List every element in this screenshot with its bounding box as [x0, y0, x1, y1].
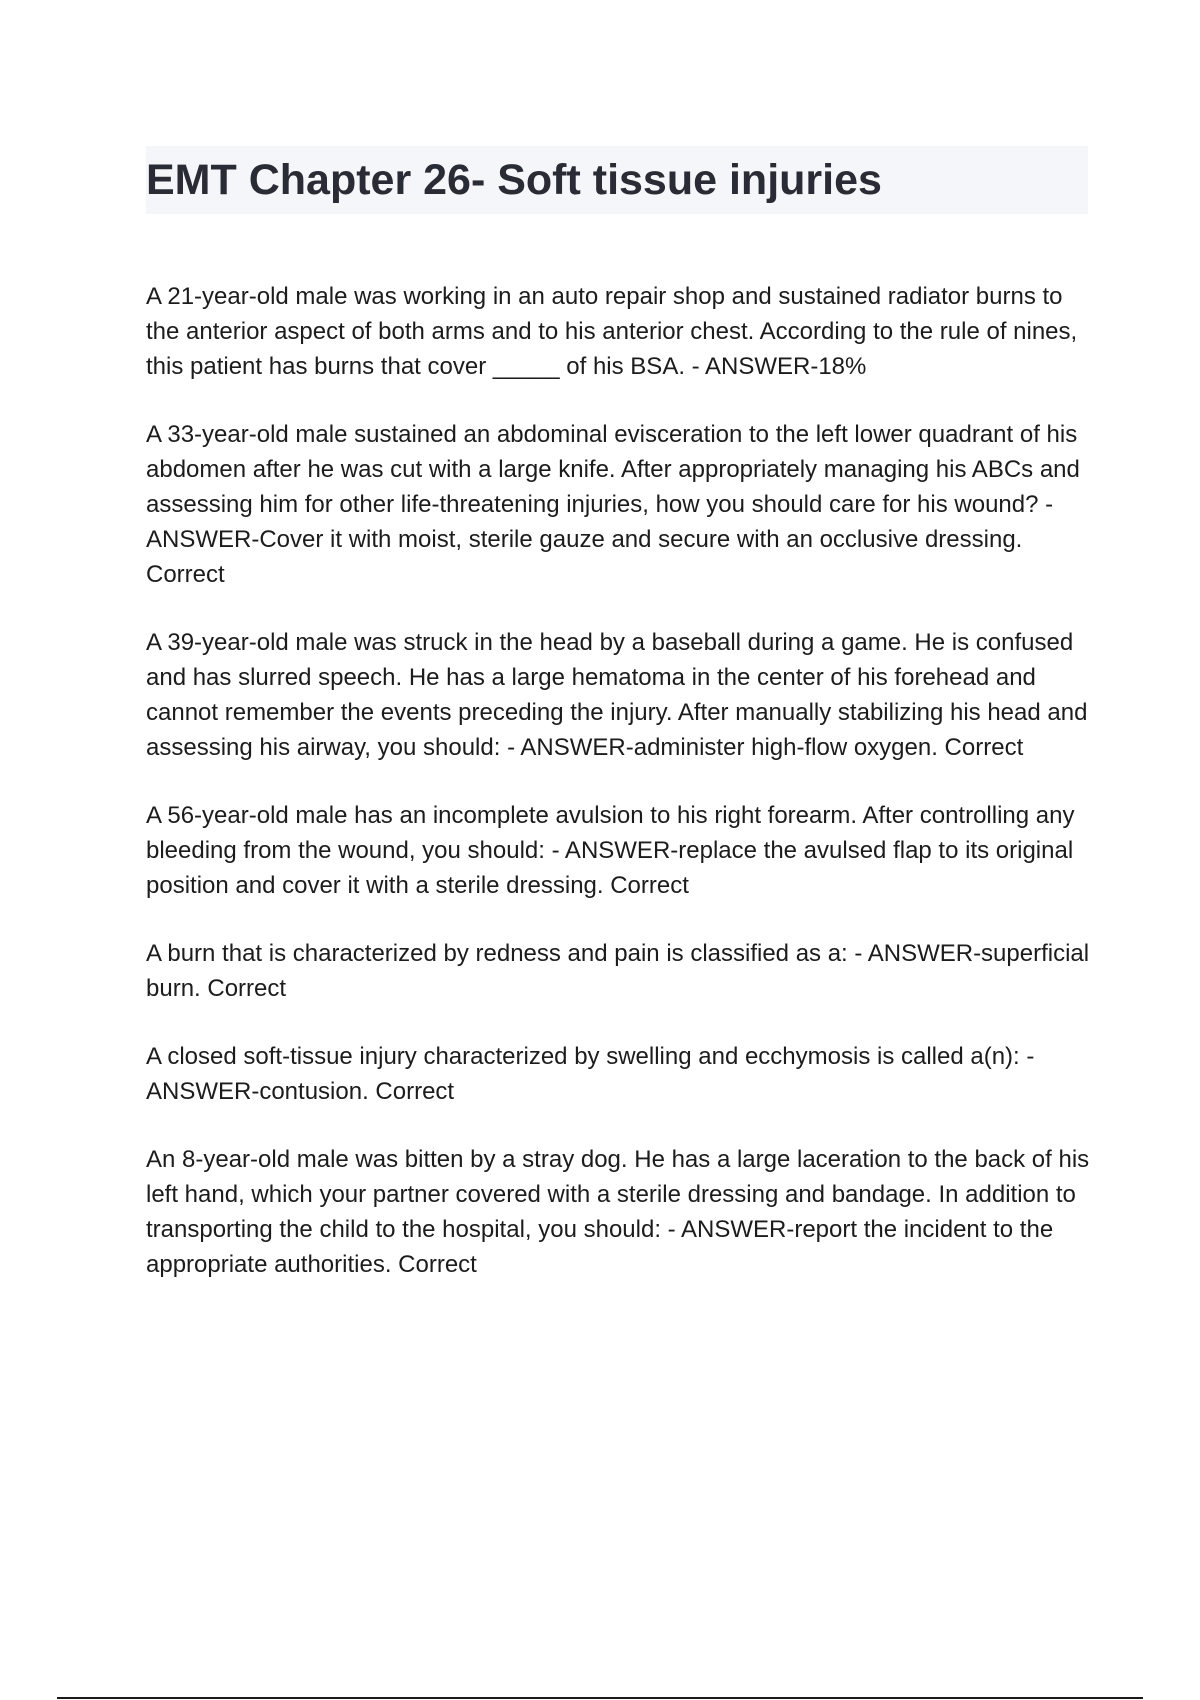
qa-list — [146, 279, 1096, 1315]
qa-item: A 33-year-old male sustained an abdominal evisceration to the left lower quadrant of his abdomen after he was cut with a large knife. After appropriately managing his ABCs and assessing him for other life-threatening injuries, how you should care for his wound? - ANSWER-Cover it with moist, sterile gauze and secure with an occlusive dressing. Correct — [146, 421, 1080, 588]
qa-item: A closed soft-tissue injury characterized by swelling and ecchymosis is called a(n): - ANSWER-contusion. Correct — [146, 1043, 1035, 1105]
qa-item: A 39-year-old male was struck in the head by a baseball during a game. He is confused and has slurred speech. He has a large hematoma in the center of his forehead and cannot remember the events preceding the injury. After manually stabilizing his head and assessing his airway, you should: - ANSWER-administer high-flow oxygen. Correct — [146, 629, 1088, 761]
qa-item: A 56-year-old male has an incomplete avulsion to his right forearm. After controlling any bleeding from the wound, you should: - ANSWER-replace the avulsed flap to its original position and cover it with a sterile dressing. Correct — [146, 802, 1075, 899]
qa-item: An 8-year-old male was bitten by a stray dog. He has a large laceration to the back of his left hand, which your partner covered with a sterile dressing and bandage. In addition to transporting the child to the hospital, you should: - ANSWER-report the incident to the appropriate authorities. Correct — [146, 1146, 1090, 1278]
qa-item: A 21-year-old male was working in an auto repair shop and sustained radiator burns to the anterior aspect of both arms and to his anterior chest. According to the rule of nines, this patient has burns that cover _____ of his BSA. - ANSWER-18% — [146, 283, 1078, 380]
page-title: EMT Chapter 26- Soft tissue injuries — [146, 156, 882, 204]
qa-item: A burn that is characterized by redness and pain is classified as a: - ANSWER-superficial burn. Correct — [146, 940, 1090, 1002]
title-banner — [146, 146, 1088, 214]
footer-divider — [57, 1697, 1143, 1699]
